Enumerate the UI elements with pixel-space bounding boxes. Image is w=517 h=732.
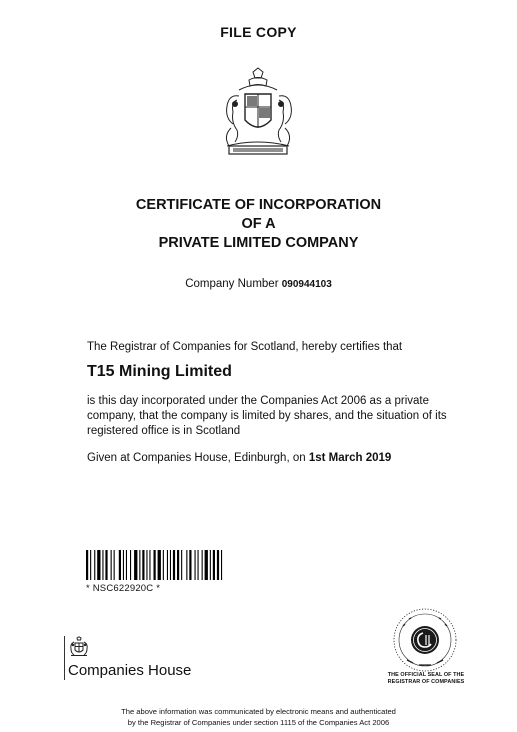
barcode-bar (167, 550, 168, 580)
barcode-bar (139, 550, 140, 580)
barcode-bar (97, 550, 100, 580)
royal-crest-icon (68, 636, 90, 658)
given-date: 1st March 2019 (308, 452, 392, 464)
official-seal-icon (383, 604, 467, 674)
barcode-bar (86, 550, 88, 580)
given-at-statement (87, 452, 391, 464)
seal-caption-line-2: REGISTRAR OF COMPANIES (387, 679, 465, 685)
barcode-bar (189, 550, 191, 580)
barcode-bar (181, 550, 182, 580)
barcode-bar (205, 550, 208, 580)
incorporation-text: is this day incorporated under the Companies Act 2006 as a private company, that the company is limited by shares, and the situation of its registered office is in Scotland (87, 395, 447, 437)
logo-divider (64, 636, 65, 680)
barcode-bar (202, 550, 203, 580)
barcode-bar (126, 550, 127, 580)
barcode-bar (94, 550, 95, 580)
company-number-label: Company Number (185, 278, 279, 290)
barcode-bar (102, 550, 103, 580)
companies-house-logo (64, 634, 214, 682)
company-name: T15 Mining Limited (87, 363, 232, 380)
barcode (86, 550, 276, 580)
barcode-text: * NSC622920C * (86, 583, 161, 594)
certificate-title (0, 196, 517, 253)
barcode-bar (123, 550, 124, 580)
barcode-bar (105, 550, 107, 580)
barcode-bar (210, 550, 211, 580)
barcode-bar (119, 550, 121, 580)
barcode-bar (198, 550, 199, 580)
companies-house-label: Companies House (68, 662, 192, 679)
certificate-title-line-3: PRIVATE LIMITED COMPANY (158, 235, 359, 251)
barcode-bar (154, 550, 156, 580)
barcode-bar (158, 550, 161, 580)
certificate-title-line-1: CERTIFICATE OF INCORPORATION (135, 197, 382, 213)
footer-notice (0, 706, 517, 728)
footer-line-2: by the Registrar of Companies under section 1115 of the Companies Act 2006 (127, 718, 390, 727)
company-number-value: 090944103 (281, 279, 332, 290)
barcode-bar (186, 550, 187, 580)
barcode-bar (177, 550, 179, 580)
seal-caption-line-1: THE OFFICIAL SEAL OF THE (387, 672, 465, 678)
barcode-bar (146, 550, 147, 580)
barcode-bar (90, 550, 91, 580)
given-prefix: Given at Companies House, Edinburgh, on (87, 452, 306, 464)
barcode-bar (149, 550, 150, 580)
barcode-bar (163, 550, 164, 580)
seal-caption (374, 672, 478, 686)
barcode-bar (111, 550, 112, 580)
barcode-bar (173, 550, 175, 580)
company-number-row (0, 278, 517, 290)
file-copy-heading: FILE COPY (220, 24, 297, 40)
barcode-bar (134, 550, 137, 580)
barcode-bar (130, 550, 131, 580)
barcode-bar (114, 550, 115, 580)
barcode-bar (142, 550, 144, 580)
certificate-title-line-2: OF A (241, 216, 276, 232)
royal-coat-of-arms-icon (209, 66, 307, 158)
barcode-bar (170, 550, 171, 580)
barcode-bar (217, 550, 219, 580)
barcode-bar (221, 550, 222, 580)
barcode-bar (213, 550, 215, 580)
registrar-statement: The Registrar of Companies for Scotland, hereby certifies that (87, 341, 403, 353)
footer-line-1: The above information was communicated by electronic means and authenticated (121, 707, 396, 716)
barcode-bar (195, 550, 196, 580)
